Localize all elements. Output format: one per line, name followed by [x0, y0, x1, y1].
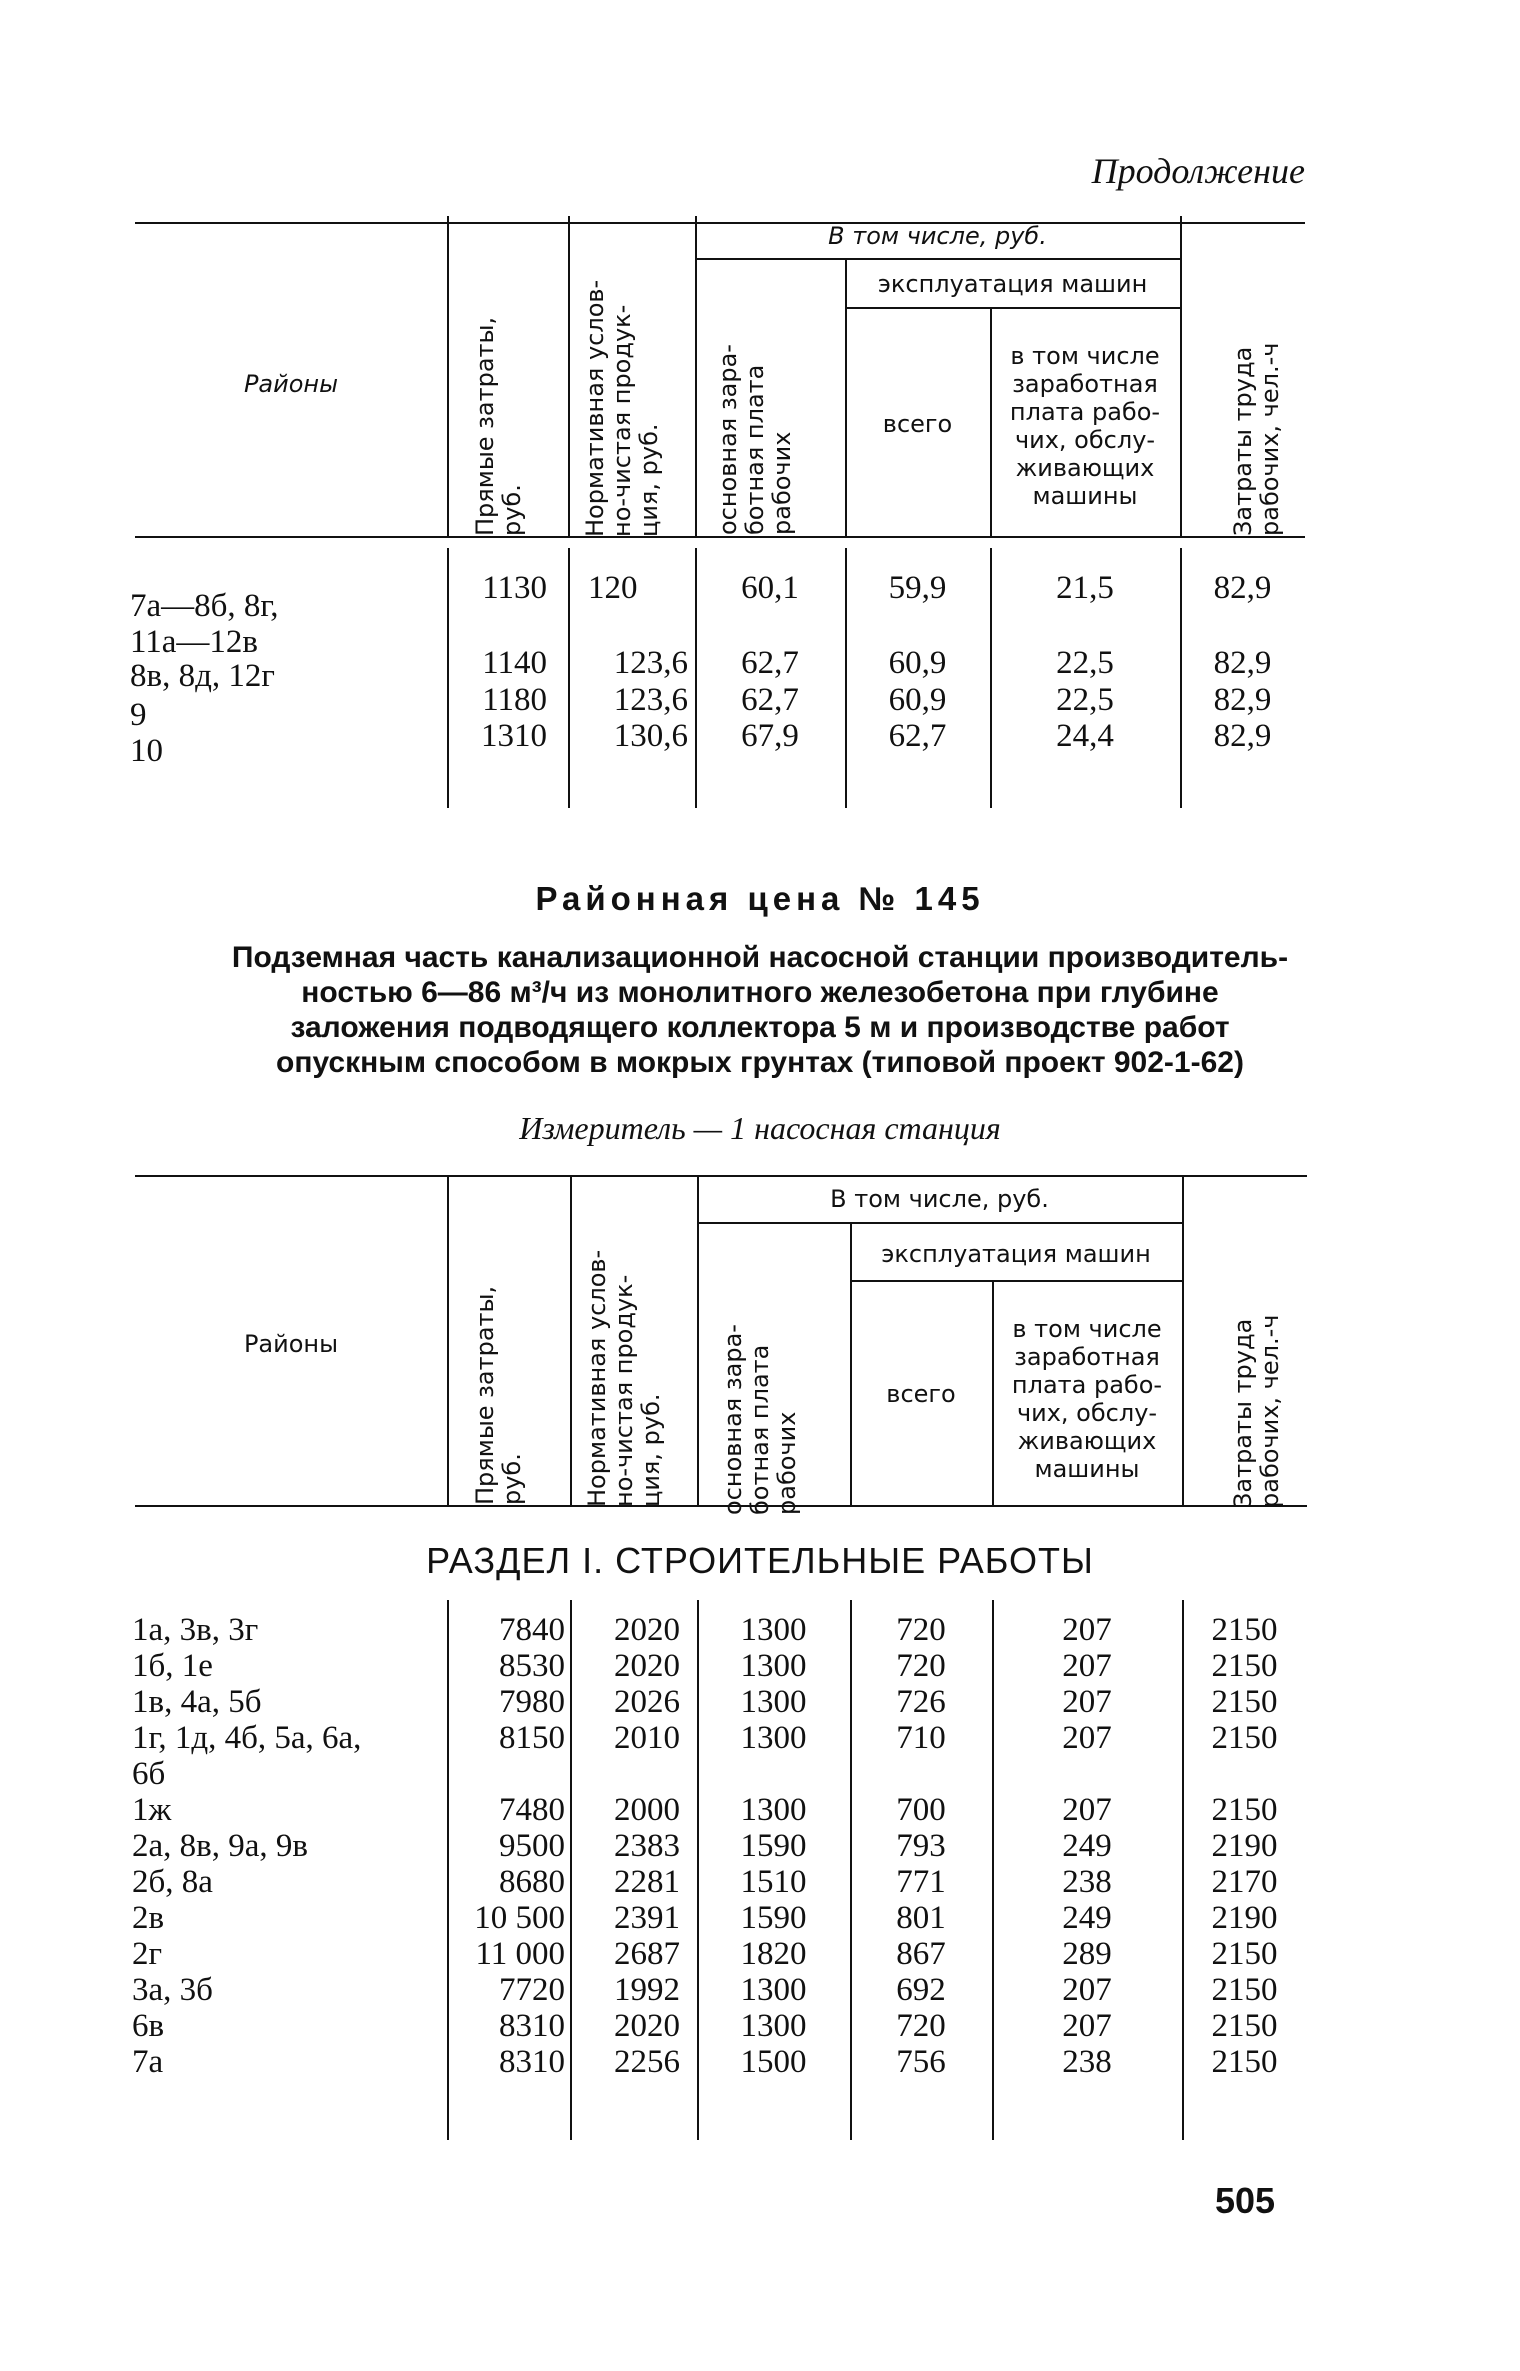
labor-cell: 2150: [1211, 1684, 1278, 1720]
labor-cell: 2170: [1211, 1864, 1278, 1900]
normative-cell: 2010: [614, 1720, 680, 1756]
districts-header: Районы: [243, 1330, 339, 1358]
normative-cell: 2391: [614, 1900, 680, 1936]
incl-salary-header: в том числе заработная плата рабо- чих, обслу- живающих машины: [1011, 1315, 1163, 1483]
normative-cell: 130,6: [613, 718, 688, 754]
base-salary-cell: 1300: [740, 1972, 807, 2008]
machine-ops-header: эксплуатация машин: [881, 1240, 1151, 1268]
table2-district: 1г, 1д, 4б, 5а, 6а,: [132, 1720, 362, 1756]
total-header: всего: [886, 1380, 956, 1408]
table2-district: 6б: [132, 1756, 166, 1792]
base-salary-cell: 62,7: [741, 645, 799, 681]
machine-total-cell: 60,9: [888, 682, 947, 718]
direct-cost-cell: 7840: [499, 1612, 565, 1648]
machine-salary-cell: 238: [1062, 2044, 1112, 2080]
machine-total-cell: 59,9: [888, 570, 947, 606]
direct-cost-cell: 10 500: [474, 1900, 565, 1936]
machine-total-cell: 771: [896, 1864, 946, 1900]
machine-total-cell: 756: [896, 2044, 946, 2080]
machine-salary-cell: 289: [1062, 1936, 1112, 1972]
normative-cell: 120: [588, 570, 638, 606]
base-salary-cell: 1590: [740, 1900, 807, 1936]
machine-ops-header: эксплуатация машин: [877, 270, 1148, 298]
labor-cell: 2190: [1211, 1900, 1278, 1936]
table2-district: 1ж: [132, 1792, 172, 1828]
base-salary-cell: 1820: [740, 1936, 807, 1972]
normative-header: Нормативная услов- но-чистая продук- ция, руб.: [581, 279, 663, 537]
labor-cell: 2190: [1211, 1828, 1278, 1864]
normative-cell: 2020: [614, 2008, 680, 2044]
labor-cell: 2150: [1211, 1792, 1278, 1828]
base-salary-cell: 67,9: [741, 718, 799, 754]
machine-salary-cell: 207: [1062, 1972, 1112, 2008]
normative-cell: 2383: [614, 1828, 680, 1864]
direct-cost-cell: 1180: [482, 682, 547, 718]
table2-district: 2в: [132, 1900, 165, 1936]
base-salary-cell: 1590: [740, 1828, 807, 1864]
normative-cell: 2000: [614, 1792, 680, 1828]
direct-cost-cell: 1140: [482, 645, 547, 681]
table2-district: 7а: [132, 2044, 164, 2080]
including-header: В том числе, руб.: [828, 222, 1047, 250]
total-header: всего: [882, 410, 953, 438]
normative-cell: 123,6: [613, 682, 688, 718]
direct-cost-cell: 11 000: [475, 1936, 565, 1972]
direct-cost-cell: 1130: [482, 570, 547, 606]
labor-cell: 82,9: [1213, 682, 1272, 718]
description-line: заложения подводящего коллектора 5 м и производстве работ: [290, 1011, 1230, 1044]
normative-cell: 2687: [614, 1936, 680, 1972]
machine-salary-cell: 21,5: [1056, 570, 1114, 606]
section-title: РАЗДЕЛ I. СТРОИТЕЛЬНЫЕ РАБОТЫ: [426, 1540, 1094, 1581]
machine-salary-cell: 22,5: [1056, 645, 1114, 681]
direct-costs-header: Прямые затраты, руб.: [471, 316, 526, 536]
direct-cost-cell: 7720: [499, 1972, 565, 2008]
base-salary-cell: 1300: [740, 1684, 807, 1720]
labor-cell: 2150: [1211, 2008, 1278, 2044]
labor-cell: 82,9: [1213, 645, 1272, 681]
machine-total-cell: 720: [896, 1648, 946, 1684]
description-line: опускным способом в мокрых грунтах (типовой проект 902-1-62): [276, 1046, 1244, 1079]
base-salary-cell: 1300: [740, 2008, 807, 2044]
direct-cost-cell: 9500: [499, 1828, 565, 1864]
base-salary-header: основная зара- ботная плата рабочих: [719, 1324, 801, 1515]
table2-district: 3а, 3б: [132, 1972, 213, 2008]
direct-cost-cell: 8310: [499, 2008, 565, 2044]
description-line: Подземная часть канализационной насосной станции производитель-: [231, 941, 1289, 974]
machine-salary-cell: 207: [1062, 1612, 1112, 1648]
table1-district: 11а—12в: [130, 624, 259, 660]
machine-salary-cell: 249: [1062, 1828, 1112, 1864]
description-line: ностью 6—86 м³/ч из монолитного железобетона при глубине: [301, 976, 1219, 1009]
machine-salary-cell: 207: [1062, 1720, 1112, 1756]
direct-costs-header: Прямые затраты, руб.: [471, 1285, 526, 1505]
description: [90, 940, 1430, 1080]
table2-district: 2г: [132, 1936, 163, 1972]
machine-salary-cell: 22,5: [1056, 682, 1114, 718]
table1-district: 8в, 8д, 12г: [130, 658, 275, 694]
base-salary-cell: 1510: [740, 1864, 807, 1900]
base-salary-cell: 1300: [740, 1648, 807, 1684]
base-salary-cell: 60,1: [741, 570, 799, 606]
machine-total-cell: 726: [896, 1684, 946, 1720]
labor-cell: 2150: [1211, 1972, 1278, 2008]
direct-cost-cell: 7980: [499, 1684, 565, 1720]
table2-district: 1в, 4а, 5б: [132, 1684, 262, 1720]
normative-cell: 1992: [614, 1972, 680, 2008]
machine-total-cell: 801: [896, 1900, 946, 1936]
labor-cell: 2150: [1211, 2044, 1278, 2080]
machine-total-cell: 720: [896, 1612, 946, 1648]
machine-salary-cell: 238: [1062, 1864, 1112, 1900]
continuation-label: Продолжение: [1091, 151, 1305, 191]
table1-district: 10: [130, 733, 163, 769]
direct-cost-cell: 7480: [499, 1792, 565, 1828]
labor-cell: 82,9: [1213, 718, 1272, 754]
base-salary-cell: 1500: [740, 2044, 807, 2080]
table2-district: 2а, 8в, 9а, 9в: [132, 1828, 308, 1864]
normative-cell: 2256: [614, 2044, 680, 2080]
labor-header: Затраты труда рабочих, чел.-ч: [1229, 1314, 1284, 1508]
direct-cost-cell: 8150: [499, 1720, 565, 1756]
table1-district: 7а—8б, 8г,: [130, 588, 279, 624]
normative-cell: 2026: [614, 1684, 680, 1720]
table2-district: 1а, 3в, 3г: [132, 1612, 259, 1648]
table2-district: 1б, 1е: [132, 1648, 213, 1684]
normative-cell: 2020: [614, 1648, 680, 1684]
machine-salary-cell: 207: [1062, 2008, 1112, 2044]
measure-label: Измеритель — 1 насосная станция: [519, 1110, 1001, 1146]
districts-header: Районы: [243, 370, 339, 398]
machine-total-cell: 793: [896, 1828, 946, 1864]
machine-total-cell: 710: [896, 1720, 946, 1756]
incl-salary-header: в том числе заработная плата рабо- чих, обслу- живающих машины: [1009, 342, 1161, 510]
table2-district: 6в: [132, 2008, 165, 2044]
machine-salary-cell: 207: [1062, 1684, 1112, 1720]
base-salary-cell: 62,7: [741, 682, 799, 718]
labor-header: Затраты труда рабочих, чел.-ч: [1229, 342, 1284, 536]
machine-total-cell: 720: [896, 2008, 946, 2044]
normative-header: Нормативная услов- но-чистая продук- ция, руб.: [583, 1249, 665, 1507]
page-number: 505: [1215, 2180, 1276, 2221]
machine-total-cell: 700: [896, 1792, 946, 1828]
direct-cost-cell: 8310: [499, 2044, 565, 2080]
machine-total-cell: 62,7: [888, 718, 947, 754]
base-salary-cell: 1300: [740, 1720, 807, 1756]
machine-total-cell: 60,9: [888, 645, 947, 681]
labor-cell: 2150: [1211, 1936, 1278, 1972]
base-salary-cell: 1300: [740, 1792, 807, 1828]
direct-cost-cell: 1310: [481, 718, 547, 754]
normative-cell: 123,6: [613, 645, 688, 681]
normative-cell: 2020: [614, 1612, 680, 1648]
labor-cell: 2150: [1211, 1720, 1278, 1756]
price-title: Районная цена № 145: [535, 880, 985, 917]
table2-district: 2б, 8а: [132, 1864, 213, 1900]
including-header: В том числе, руб.: [830, 1185, 1049, 1213]
base-salary-cell: 1300: [740, 1612, 807, 1648]
direct-cost-cell: 8530: [499, 1648, 565, 1684]
machine-total-cell: 867: [896, 1936, 946, 1972]
labor-cell: 2150: [1211, 1612, 1278, 1648]
labor-cell: 2150: [1211, 1648, 1278, 1684]
machine-salary-cell: 249: [1062, 1900, 1112, 1936]
labor-cell: 82,9: [1213, 570, 1272, 606]
machine-salary-cell: 24,4: [1056, 718, 1114, 754]
direct-cost-cell: 8680: [499, 1864, 565, 1900]
base-salary-header: основная зара- ботная плата рабочих: [714, 344, 796, 535]
machine-total-cell: 692: [896, 1972, 946, 2008]
machine-salary-cell: 207: [1062, 1648, 1112, 1684]
normative-cell: 2281: [614, 1864, 680, 1900]
machine-salary-cell: 207: [1062, 1792, 1112, 1828]
table1-district: 9: [130, 697, 147, 733]
